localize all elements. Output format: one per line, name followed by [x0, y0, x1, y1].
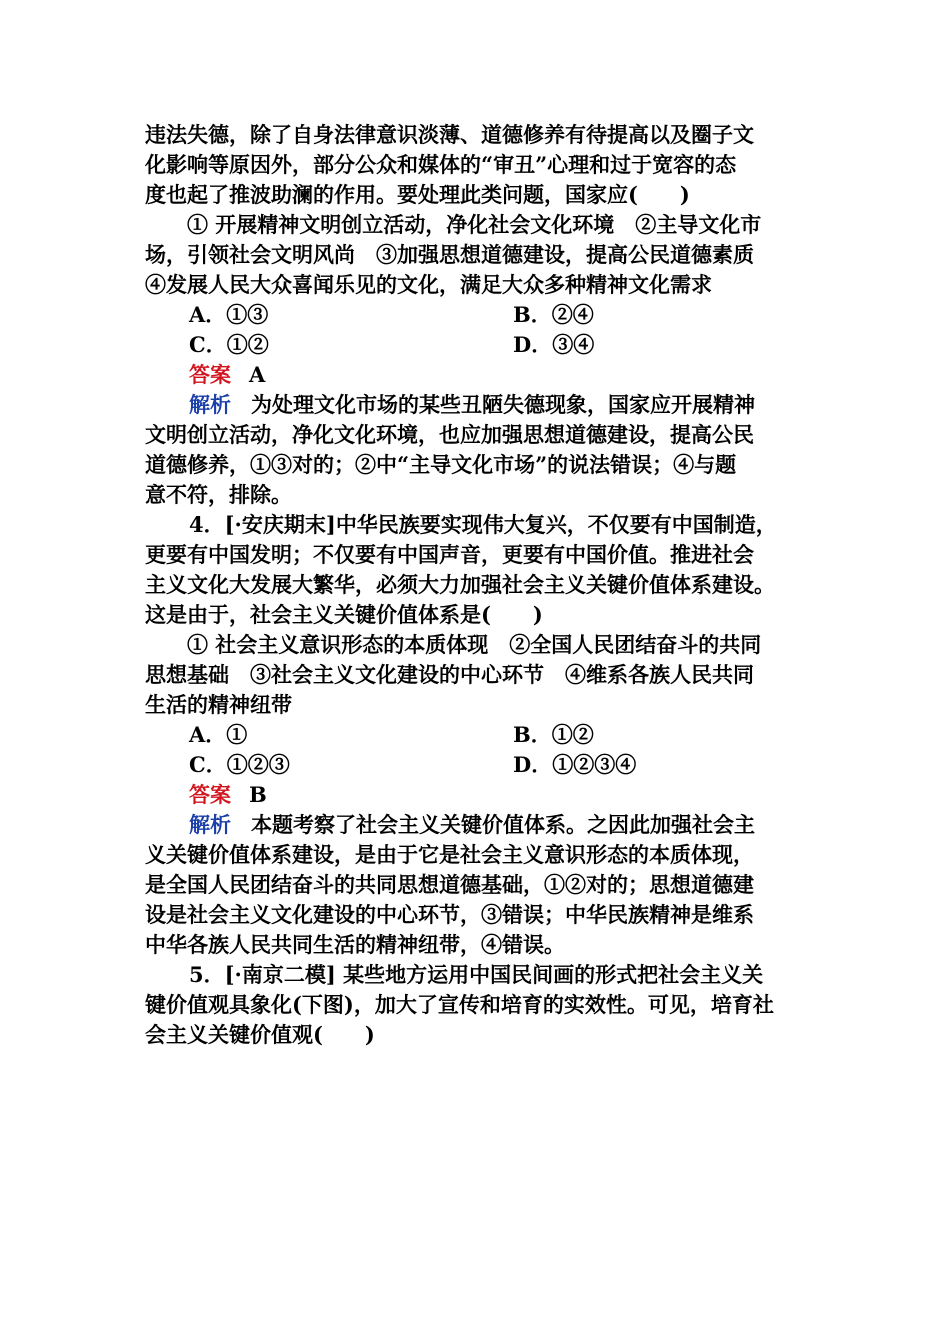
answer-value: B: [249, 782, 267, 807]
q3-options-row-1: [145, 300, 825, 330]
explanation-label: 解析: [189, 392, 231, 417]
q4-statement-line: 生活的精神纽带: [145, 692, 292, 717]
q4-option-d: D．①②③④: [513, 752, 637, 777]
q4-source: [·安庆期末]: [224, 512, 336, 537]
q3-explanation-text: 为处理文化市场的某些丑陋失德现象，国家应开展精神: [251, 392, 755, 417]
q4-explanation-line: 义关键价值体系建设，是由于它是社会主义意识形态的本质体现，: [145, 842, 754, 867]
q3-stem-line: 度也起了推波助澜的作用。要处理此类问题，国家应( ): [145, 182, 690, 207]
q3-stem-line: 化影响等原因外，部分公众和媒体的“审丑”心理和过于宽容的态: [145, 152, 737, 177]
q4-option-c: C．①②③: [189, 752, 290, 777]
q3-option-c: C．①②: [189, 332, 269, 357]
q5-stem-line: 键价值观具象化(下图)，加大了宣传和培育的实效性。可见，培育社: [145, 992, 774, 1017]
q4-option-b: B．①②: [513, 722, 594, 747]
q3-options-row-2: [145, 330, 825, 360]
q3-explanation-line: 文明创立活动，净化文化环境，也应加强思想道德建设，提高公民: [145, 422, 754, 447]
q3-option-a: A．①③: [189, 302, 269, 327]
q3-option-b: B．②④: [513, 302, 594, 327]
q3-statement-line: ① 开展精神文明创立活动，净化社会文化环境 ②主导文化市: [187, 212, 762, 237]
q4-stem: [145, 510, 825, 630]
q5-stem-line: [145, 960, 825, 990]
q3-stem-line: 违法失德，除了自身法律意识淡薄、道德修养有待提高以及圈子文: [145, 122, 754, 147]
explanation-label: 解析: [189, 812, 231, 837]
q3-option-d: D．③④: [513, 332, 595, 357]
answer-label: 答案: [189, 362, 231, 387]
q3-explanation-line: [145, 390, 825, 420]
q4-number: 4．: [189, 512, 225, 537]
q3-stem: [145, 120, 825, 210]
q3-explanation: [145, 390, 825, 510]
answer-value: A: [249, 362, 266, 387]
q4-explanation: [145, 810, 825, 960]
q3-explanation-line: 意不符，排除。: [145, 482, 292, 507]
q4-option-a: A．①: [189, 722, 248, 747]
q5-stem-line: 会主义关键价值观( ): [145, 1022, 375, 1047]
document-page: [145, 120, 825, 1050]
q5-stem-text: 某些地方运用中国民间画的形式把社会主义关: [335, 962, 764, 987]
answer-label: 答案: [189, 782, 231, 807]
q4-explanation-line: 设是社会主义文化建设的中心环节，③错误；中华民族精神是维系: [145, 902, 754, 927]
q4-stem-line: 主义文化大发展大繁华，必须大力加强社会主义关键价值体系建设。: [145, 572, 775, 597]
q4-explanation-line: 中华各族人民共同生活的精神纽带，④错误。: [145, 932, 565, 957]
q5-stem: [145, 960, 825, 1050]
q4-statements: [145, 630, 825, 720]
q4-statement-line: 思想基础 ③社会主义文化建设的中心环节 ④维系各族人民共同: [145, 662, 754, 687]
q3-statement-line: 场，引领社会文明风尚 ③加强思想道德建设，提高公民道德素质: [145, 242, 754, 267]
q4-explanation-line: [145, 810, 825, 840]
q4-options-row-1: [145, 720, 825, 750]
q3-explanation-line: 道德修养，①③对的；②中“主导文化市场”的说法错误；④与题: [145, 452, 737, 477]
q5-number: 5．: [189, 962, 225, 987]
q4-stem-line: 更要有中国发明；不仅要有中国声音，更要有中国价值。推进社会: [145, 542, 754, 567]
q4-answer: [145, 780, 825, 810]
q4-statement-line: ① 社会主义意识形态的本质体现 ②全国人民团结奋斗的共同: [187, 632, 762, 657]
q4-explanation-line: 是全国人民团结奋斗的共同思想道德基础，①②对的；思想道德建: [145, 872, 754, 897]
q3-statements: [145, 210, 825, 300]
q4-stem-line: 这是由于，社会主义关键价值体系是( ): [145, 602, 543, 627]
q4-stem-text: 中华民族要实现伟大复兴，不仅要有中国制造，: [335, 512, 777, 537]
q3-answer: [145, 360, 825, 390]
q4-stem-line: [145, 510, 825, 540]
q3-statement-line: ④发展人民大众喜闻乐见的文化，满足大众多种精神文化需求: [145, 272, 712, 297]
q4-explanation-text: 本题考察了社会主义关键价值体系。之因此加强社会主: [251, 812, 755, 837]
q5-source: [·南京二模]: [224, 962, 336, 987]
q4-options-row-2: [145, 750, 825, 780]
